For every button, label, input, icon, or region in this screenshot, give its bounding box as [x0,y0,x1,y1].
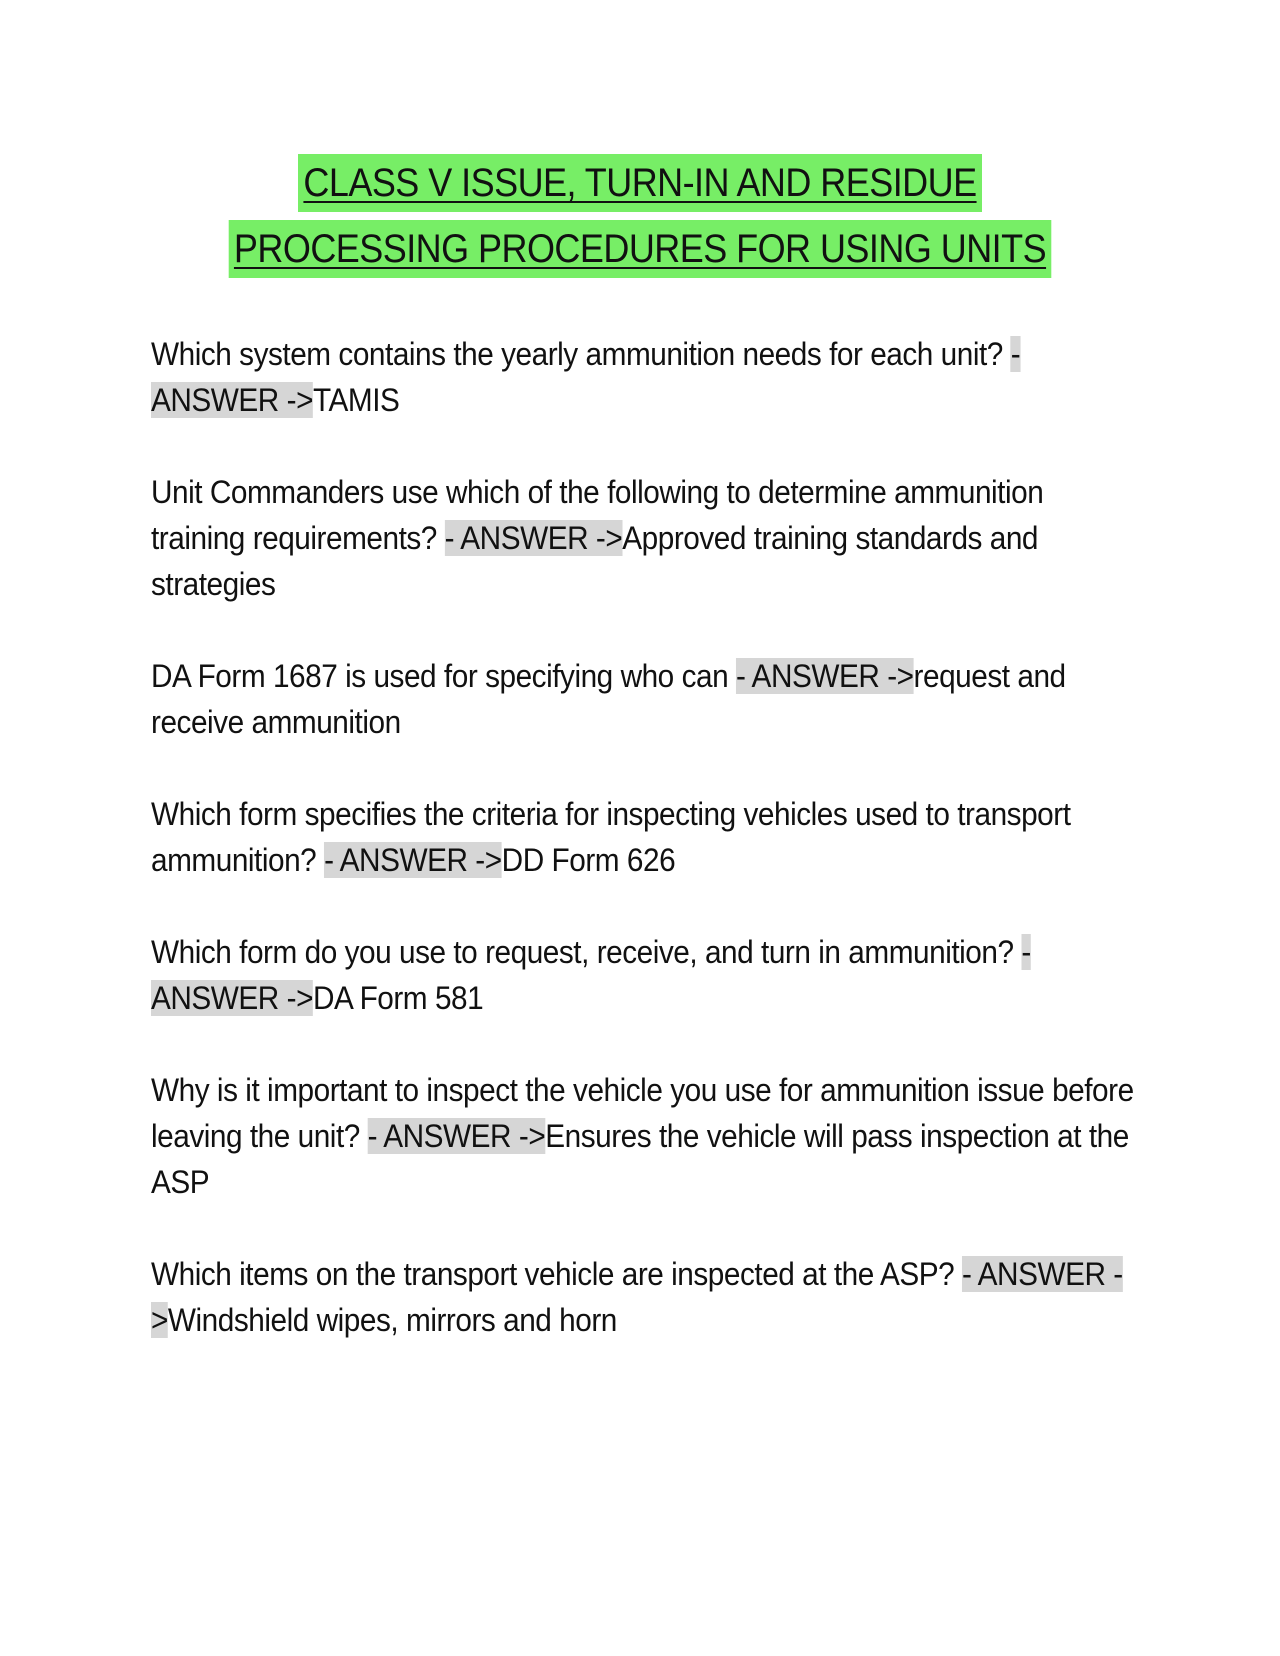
qa-item [151,469,1141,607]
answer-tag: - ANSWER -> [444,520,623,556]
qa-item [151,331,1141,423]
answer-tag: - ANSWER -> [324,842,502,878]
title-line-2: PROCESSING PROCEDURES FOR USING UNITS [229,220,1052,278]
answer-text: request and receive ammunition [151,658,1066,740]
qa-item [151,1067,1141,1205]
answer-tag: - ANSWER -> [735,658,914,694]
answer-tag: - ANSWER -> [151,934,1031,1016]
question-text: Unit Commanders use which of the following to determine ammunition training requirements? [151,474,1044,556]
answer-text: DD Form 626 [501,842,676,878]
answer-text: Windshield wipes, mirrors and horn [167,1302,617,1338]
question-text: Which form specifies the criteria for inspecting vehicles used to transport ammunition? [151,796,1071,878]
answer-text: TAMIS [312,382,400,418]
answer-text: Approved training standards and strategies [151,520,1039,602]
answer-tag: - ANSWER -> [151,1256,1123,1338]
qa-item [151,1251,1141,1343]
answer-text: Ensures the vehicle will pass inspection at the ASP [151,1118,1129,1200]
document-title [64,150,1216,282]
question-text: Which system contains the yearly ammunition needs for each unit? [151,336,1011,372]
answer-text: DA Form 581 [312,980,484,1016]
qa-item [151,653,1141,745]
qa-item [151,791,1141,883]
question-text: Which form do you use to request, receive, and turn in ammunition? [151,934,1022,970]
question-text: Which items on the transport vehicle are inspected at the ASP? [151,1256,963,1292]
qa-list [151,331,1141,1389]
answer-tag: - ANSWER -> [151,336,1021,418]
question-text: DA Form 1687 is used for specifying who can [151,658,736,694]
answer-tag: - ANSWER -> [367,1118,546,1154]
qa-item [151,929,1141,1021]
question-text: Why is it important to inspect the vehicle you use for ammunition issue before leaving the unit? [151,1072,1134,1154]
title-line-1: CLASS V ISSUE, TURN-IN AND RESIDUE [298,154,982,212]
